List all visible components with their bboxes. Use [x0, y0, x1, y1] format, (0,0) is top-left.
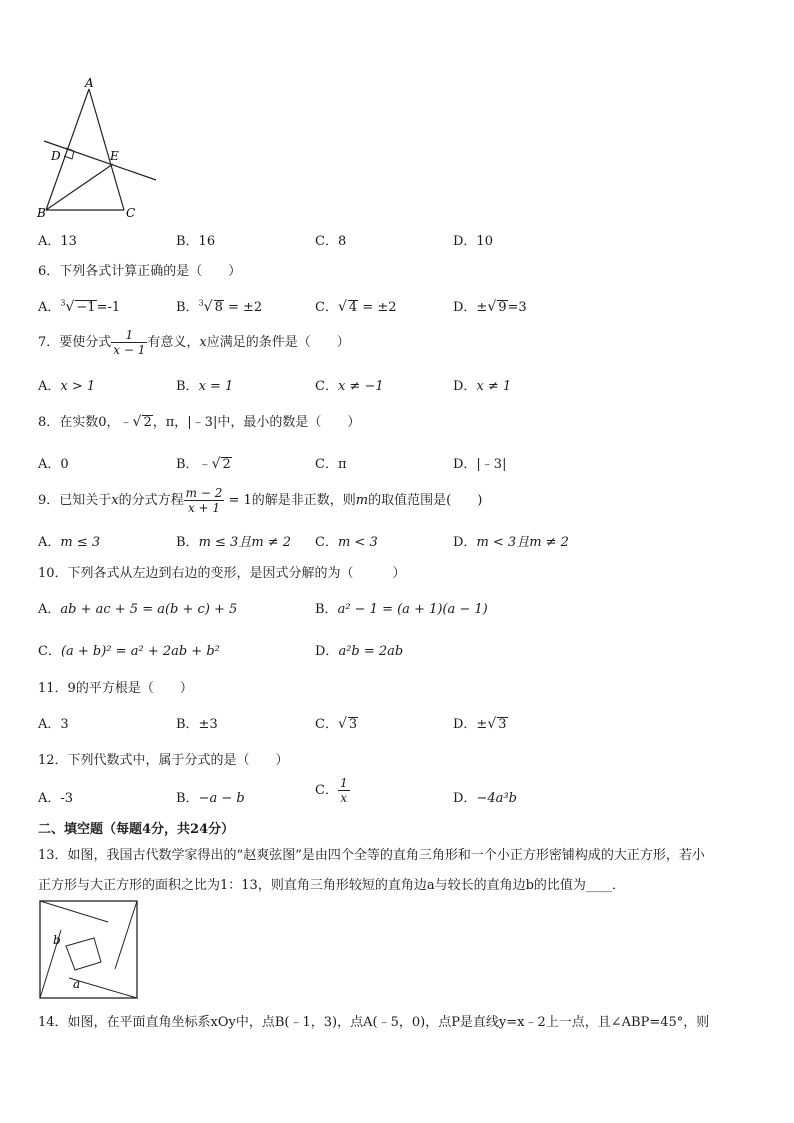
q8-stem: 8．在实数0，﹣√ 2，π，|﹣3|中，最小的数是（ ） [38, 414, 361, 430]
q7-option-a: A．x > 1 [38, 379, 96, 394]
vertex-B: B [37, 206, 46, 220]
q5-option-a: A．13 [38, 234, 77, 249]
q12-option-d: D．−4a³b [453, 791, 517, 806]
q12-option-a: A．-3 [38, 791, 74, 806]
q11-option-a: A．3 [38, 717, 69, 732]
q9-option-d: D．m < 3且m ≠ 2 [453, 535, 569, 550]
zhao-shuang-figure [39, 900, 139, 1000]
q9-option-c: C．m < 3 [315, 535, 378, 550]
q5-option-c: C．8 [315, 234, 347, 249]
q7-stem: 7．要使分式 $\frac{1}{x - 1}$ 有意义，x应满足的条件是（ ） [38, 328, 350, 357]
q6-option-b: B．$^3$√ 8 = ±2 [176, 298, 263, 315]
q7-option-c: C．x ≠ −1 [315, 379, 384, 394]
vertex-A: A [85, 76, 94, 90]
q11-stem: 11．9的平方根是（ ） [38, 681, 193, 696]
q7-option-b: B．x = 1 [176, 379, 234, 394]
q10-option-d: D．a²b = 2ab [315, 644, 404, 659]
q10-option-c: C．(a + b)² = a² + 2ab + b² [38, 644, 220, 659]
q11-option-c: C．√ 3 [315, 716, 358, 732]
q9-stem: 9．已知关于x的分式方程 $\frac{m - 2}{x + 1}$ = 1的解是非正数，则m的取值范围是( ) [38, 486, 483, 515]
vertex-E: E [110, 149, 119, 163]
fig-label-a: a [73, 977, 81, 991]
q9-option-b: B．m ≤ 3且m ≠ 2 [176, 535, 292, 550]
q12-stem: 12．下列代数式中，属于分式的是（ ） [38, 753, 289, 768]
section-heading: 二、填空题（每题4分，共24分） [38, 822, 235, 837]
q7-option-d: D．x ≠ 1 [453, 379, 512, 394]
q10-option-b: B．a² − 1 = (a + 1)(a − 1) [315, 602, 488, 617]
q10-option-a: A．ab + ac + 5 = a(b + c) + 5 [38, 602, 238, 617]
q12-option-c: C． $\frac{1}{x}$ [315, 776, 348, 805]
q13-line-1: 13．如图，我国古代数学家得出的“赵爽弦图”是由四个全等的直角三角形和一个小正方形密铺构成的大正方形，若小 [38, 848, 705, 863]
q14-line-1: 14．如图，在平面直角坐标系xOy中，点B(﹣1，3)，点A(﹣5，0)，点P是直线y=x﹣2上一点，且∠ABP=45°，则 [38, 1015, 710, 1030]
q6-option-c: C．√ 4 = ±2 [315, 299, 397, 315]
q6-option-d: D．±√ 9=3 [453, 299, 527, 315]
q8-option-c: C．π [315, 457, 347, 472]
q5-option-d: D．10 [453, 234, 493, 249]
q10-stem: 10．下列各式从左边到右边的变形，是因式分解的为（ ） [38, 566, 406, 581]
q8-option-b: B．﹣√ 2 [176, 456, 231, 472]
q5-option-b: B．16 [176, 234, 216, 249]
q12-option-b: B．−a − b [176, 791, 245, 806]
q11-option-b: B．±3 [176, 717, 218, 732]
q9-option-a: A．m ≤ 3 [38, 535, 101, 550]
q8-option-d: D．|﹣3| [453, 457, 507, 472]
triangle-figure [36, 76, 162, 221]
q11-option-d: D．±√ 3 [453, 716, 507, 732]
q8-option-a: A．0 [38, 457, 69, 472]
vertex-D: D [51, 149, 61, 163]
q13-line-2: 正方形与大正方形的面积之比为1：13，则直角三角形较短的直角边a与较长的直角边b的比值为____． [38, 878, 625, 893]
vertex-C: C [126, 206, 136, 220]
fig-label-b: b [53, 933, 61, 947]
q6-option-a: A．$^3$√ −1=-1 [38, 298, 121, 315]
q6-stem: 6．下列各式计算正确的是（ ） [38, 264, 242, 279]
